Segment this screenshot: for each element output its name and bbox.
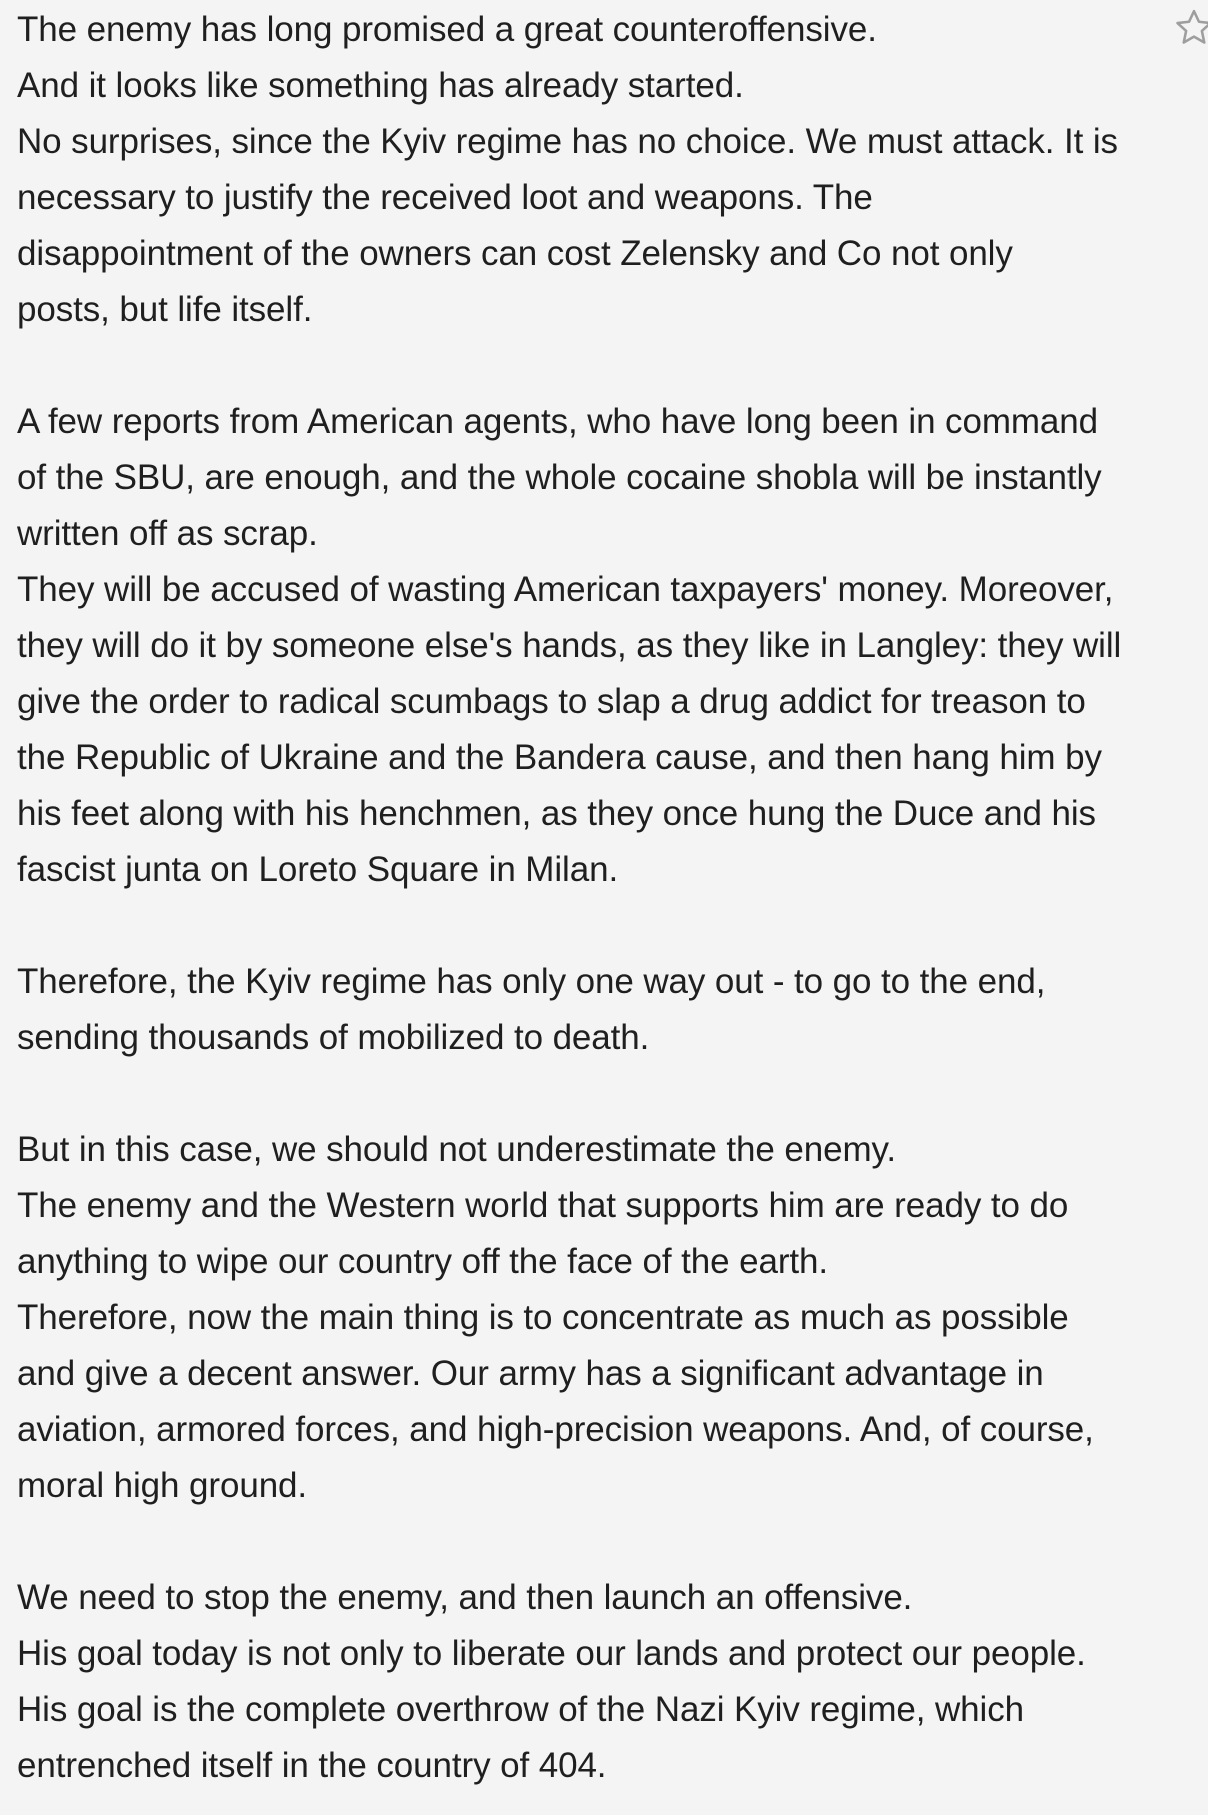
text-line: moral high ground. [17,1466,308,1505]
text-line: anything to wipe our country off the face of the earth. [17,1242,829,1281]
text-line: His goal today is not only to liberate our lands and protect our people. [17,1634,1086,1673]
text-line: And it looks like something has already started. [17,66,744,105]
text-line: A few reports from American agents, who have long been in command [17,402,1099,441]
star-outline-icon [1172,6,1208,50]
text-line: His goal is the complete overthrow of the Nazi Kyiv regime, which [17,1690,1024,1729]
paragraph-1 [17,2,1167,338]
text-line: give the order to radical scumbags to slap a drug addict for treason to [17,682,1086,721]
text-line: the Republic of Ukraine and the Bandera cause, and then hang him by [17,738,1102,777]
text-line: necessary to justify the received loot and weapons. The [17,178,873,217]
text-line: They will be accused of wasting American taxpayers' money. Moreover, [17,570,1114,609]
paragraph-4 [17,1122,1167,1514]
paragraph-2 [17,394,1167,898]
text-line: The enemy and the Western world that supports him are ready to do [17,1186,1069,1225]
text-line: disappointment of the owners can cost Zelensky and Co not only [17,234,1013,273]
post-body [17,2,1167,1794]
text-line: The enemy has long promised a great counteroffensive. [17,10,877,49]
text-line: aviation, armored forces, and high-precision weapons. And, of course, [17,1410,1094,1449]
text-line: No surprises, since the Kyiv regime has no choice. We must attack. It is [17,122,1118,161]
text-line: written off as scrap. [17,514,318,553]
paragraph-5 [17,1570,1167,1794]
text-line: they will do it by someone else's hands, as they like in Langley: they will [17,626,1122,665]
text-line: fascist junta on Loreto Square in Milan. [17,850,619,889]
text-line: posts, but life itself. [17,290,313,329]
text-line: and give a decent answer. Our army has a significant advantage in [17,1354,1044,1393]
text-line: We need to stop the enemy, and then launch an offensive. [17,1578,913,1617]
text-line: of the SBU, are enough, and the whole cocaine shobla will be instantly [17,458,1102,497]
paragraph-3 [17,954,1167,1066]
text-line: Therefore, now the main thing is to concentrate as much as possible [17,1298,1069,1337]
text-line: sending thousands of mobilized to death. [17,1018,650,1057]
text-line: his feet along with his henchmen, as they once hung the Duce and his [17,794,1096,833]
favorite-button[interactable] [1172,6,1208,50]
text-line: But in this case, we should not underestimate the enemy. [17,1130,896,1169]
text-line: Therefore, the Kyiv regime has only one way out - to go to the end, [17,962,1046,1001]
text-line: entrenched itself in the country of 404. [17,1746,607,1785]
